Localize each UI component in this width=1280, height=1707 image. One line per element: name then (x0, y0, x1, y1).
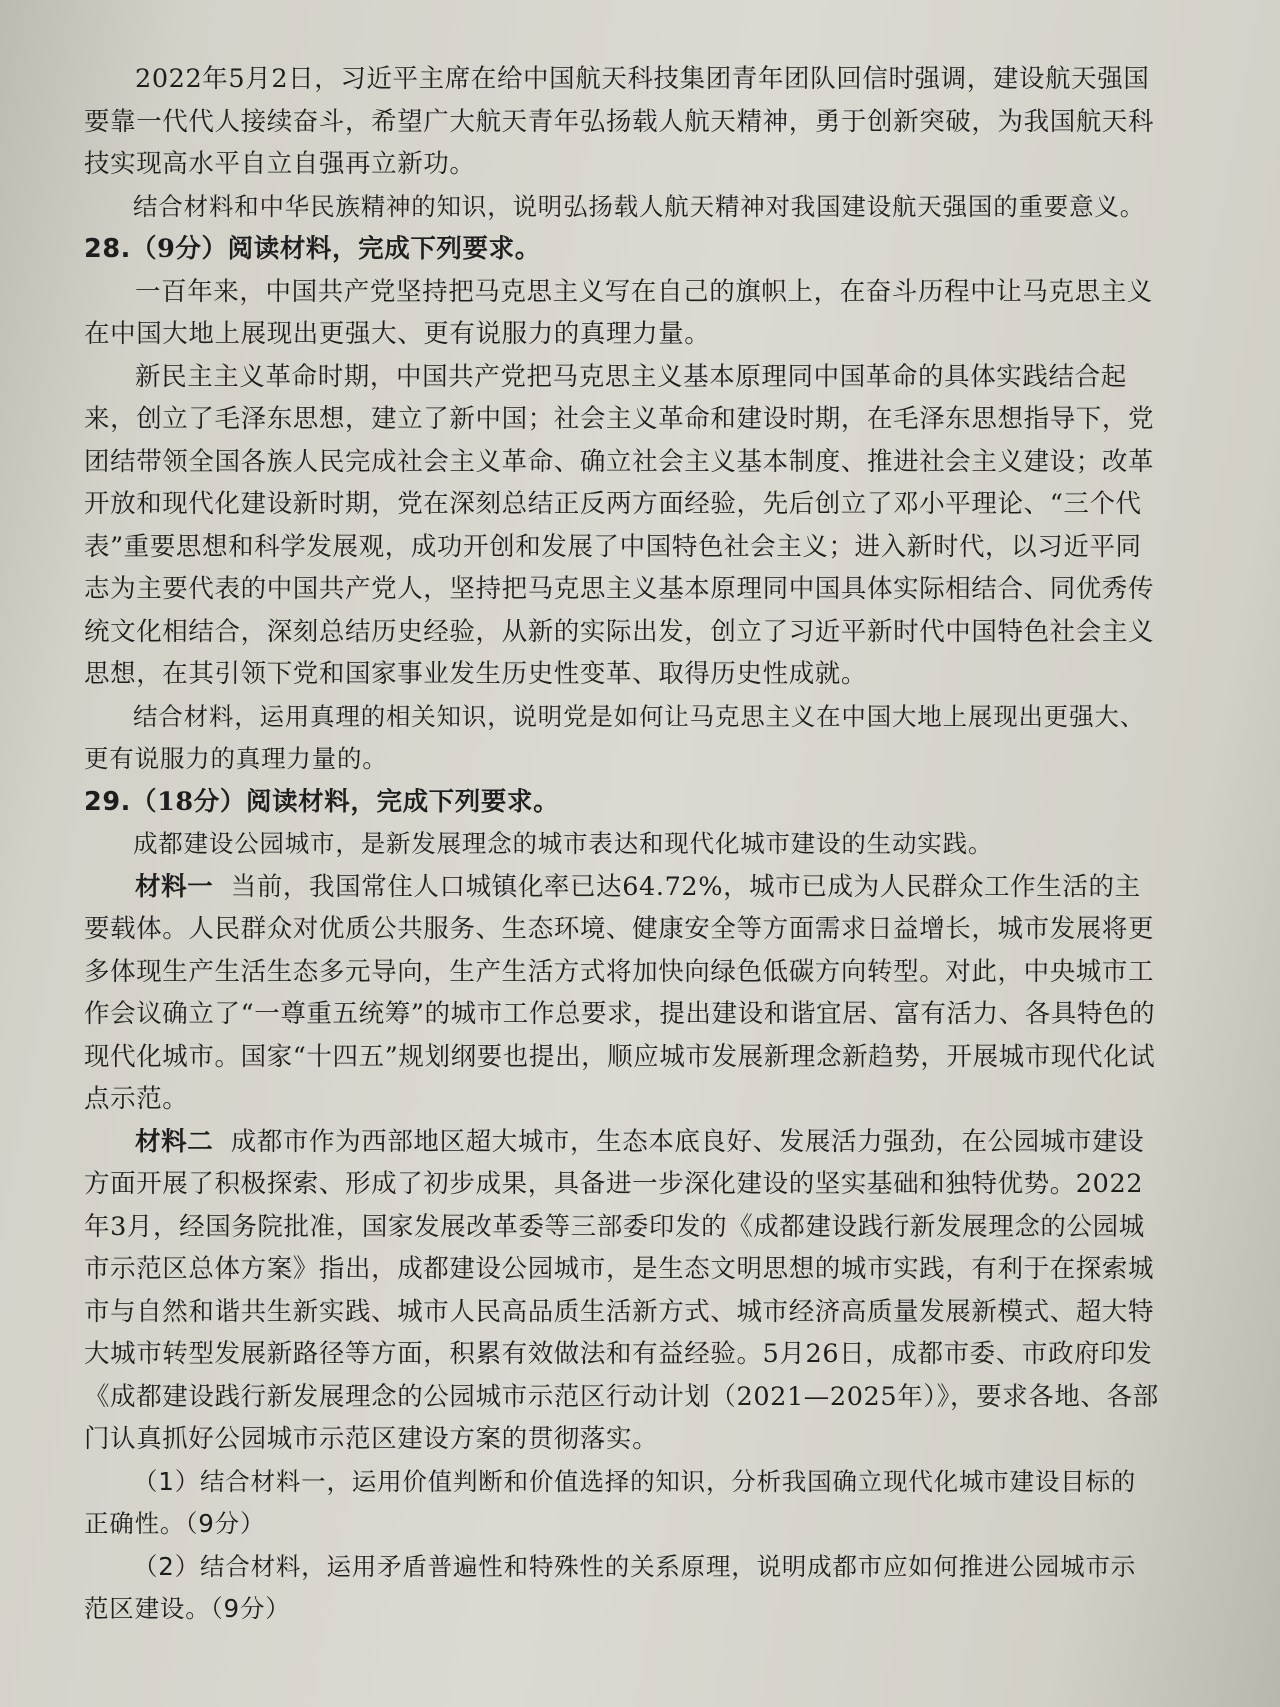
question-28-prompt: 结合材料，运用真理的相关知识，说明党是如何让马克思主义在中国大地上展现出更强大、更有说服力的真理力量的。 (84, 701, 1145, 773)
subquestion-2-text: （2）结合材料，运用矛盾普遍性和特殊性的关系原理，说明成都市应如何推进公园城市示范区建设。 (84, 1551, 1137, 1623)
subquestion-1-text: （1）结合材料一，运用价值判断和价值选择的知识，分析我国确立现代化城市建设目标的正确性。 (84, 1466, 1137, 1538)
question-29-lead: 成都建设公园城市，是新发展理念的城市表达和现代化城市建设的生动实践。 (133, 829, 994, 858)
intro-question-prompt: 结合材料和中华民族精神的知识，说明弘扬载人航天精神对我国建设航天强国的重要意义。 (133, 191, 1145, 221)
question-29-header (84, 781, 1159, 824)
exam-content (84, 58, 1159, 1631)
material-1-text: 当前，我国常住人口城镇化率已达64.72%，城市已成为人民群众工作生活的主要载体。人民群众对优质公共服务、生态环境、健康安全等方面需求日益增长，城市发展将更多体现生产生活生态多元导向，生产生活方式将加快向绿色低碳方向转型。对此，中央城市工作会议确立了“一尊重五统筹”的城市工作总要求，提出建设和谐宜居、富有活力、各具特色的现代化城市。国家“十四五”规划纲要也提出，顺应城市发展新理念新趋势，开展城市现代化试点示范。 (84, 871, 1156, 1114)
subquestion-2-points: （9分） (210, 1594, 291, 1623)
question-28-header (84, 228, 1159, 271)
question-29-number: 29. (84, 786, 131, 817)
question-29-material-1 (84, 866, 1159, 1121)
material-2-text: 成都市作为西部地区超大城市，生态本底良好、发展活力强劲，在公园城市建设方面开展了积极探索、形成了初步成果，具备进一步深化建设的坚实基础和独特优势。2022年3月，经国务院批准，国家发展改革委等三部委印发的《成都建设践行新发展理念的公园城市示范区总体方案》指出，成都建设公园城市，是生态文明思想的城市实践，有利于在探索城市与自然和谐共生新实践、城市人民高品质生活新方式、城市经济高质量发展新模式、超大特大城市转型发展新路径等方面，积累有效做法和有益经验。5月26日，成都市委、市政府印发《成都建设践行新发展理念的公园城市示范区行动计划（2021—2025年）》，要求各地、各部门认真抓好公园城市示范区建设方案的贯彻落实。 (84, 1126, 1159, 1454)
material-2-label: 材料二 (135, 1126, 214, 1157)
question-29-material-2 (84, 1121, 1159, 1461)
question-28-paragraph-2: 新民主主义革命时期，中国共产党把马克思主义基本原理同中国革命的具体实践结合起来，创立了毛泽东思想，建立了新中国；社会主义革命和建设时期，在毛泽东思想指导下，党团结带领全国各族人民完成社会主义革命、确立社会主义基本制度、推进社会主义建设；改革开放和现代化建设新时期，党在深刻总结正反两方面经验，先后创立了邓小平理论、“三个代表”重要思想和科学发展观，成功开创和发展了中国特色社会主义；进入新时代，以习近平同志为主要代表的中国共产党人，坚持把马克思主义基本原理同中国具体实际相结合、同优秀传统文化相结合，深刻总结历史经验，从新的实际出发，创立了习近平新时代中国特色社会主义思想，在其引领下党和国家事业发生历史性变革、取得历史性成就。 (84, 361, 1155, 689)
material-1-label: 材料一 (135, 871, 214, 902)
question-29-subquestion-1 (84, 1461, 1159, 1546)
question-28-instruction: （9分）阅读材料，完成下列要求。 (130, 234, 541, 264)
question-28-paragraph-1: 一百年来，中国共产党坚持把马克思主义写在自己的旗帜上，在奋斗历程中让马克思主义在中国大地上展现出更强大、更有说服力的真理力量。 (84, 276, 1153, 349)
subquestion-1-points: （9分） (185, 1509, 266, 1538)
intro-material-paragraph: 2022年5月2日，习近平主席在给中国航天科技集团青年团队回信时强调，建设航天强国要靠一代代人接续奋斗，希望广大航天青年弘扬载人航天精神，勇于创新突破，为我国航天科技实现高水平自立自强再立新功。 (84, 64, 1155, 179)
question-29-subquestion-2 (84, 1546, 1159, 1631)
question-28-number: 28. (84, 234, 131, 264)
question-29-instruction: （18分）阅读材料，完成下列要求。 (130, 786, 560, 817)
